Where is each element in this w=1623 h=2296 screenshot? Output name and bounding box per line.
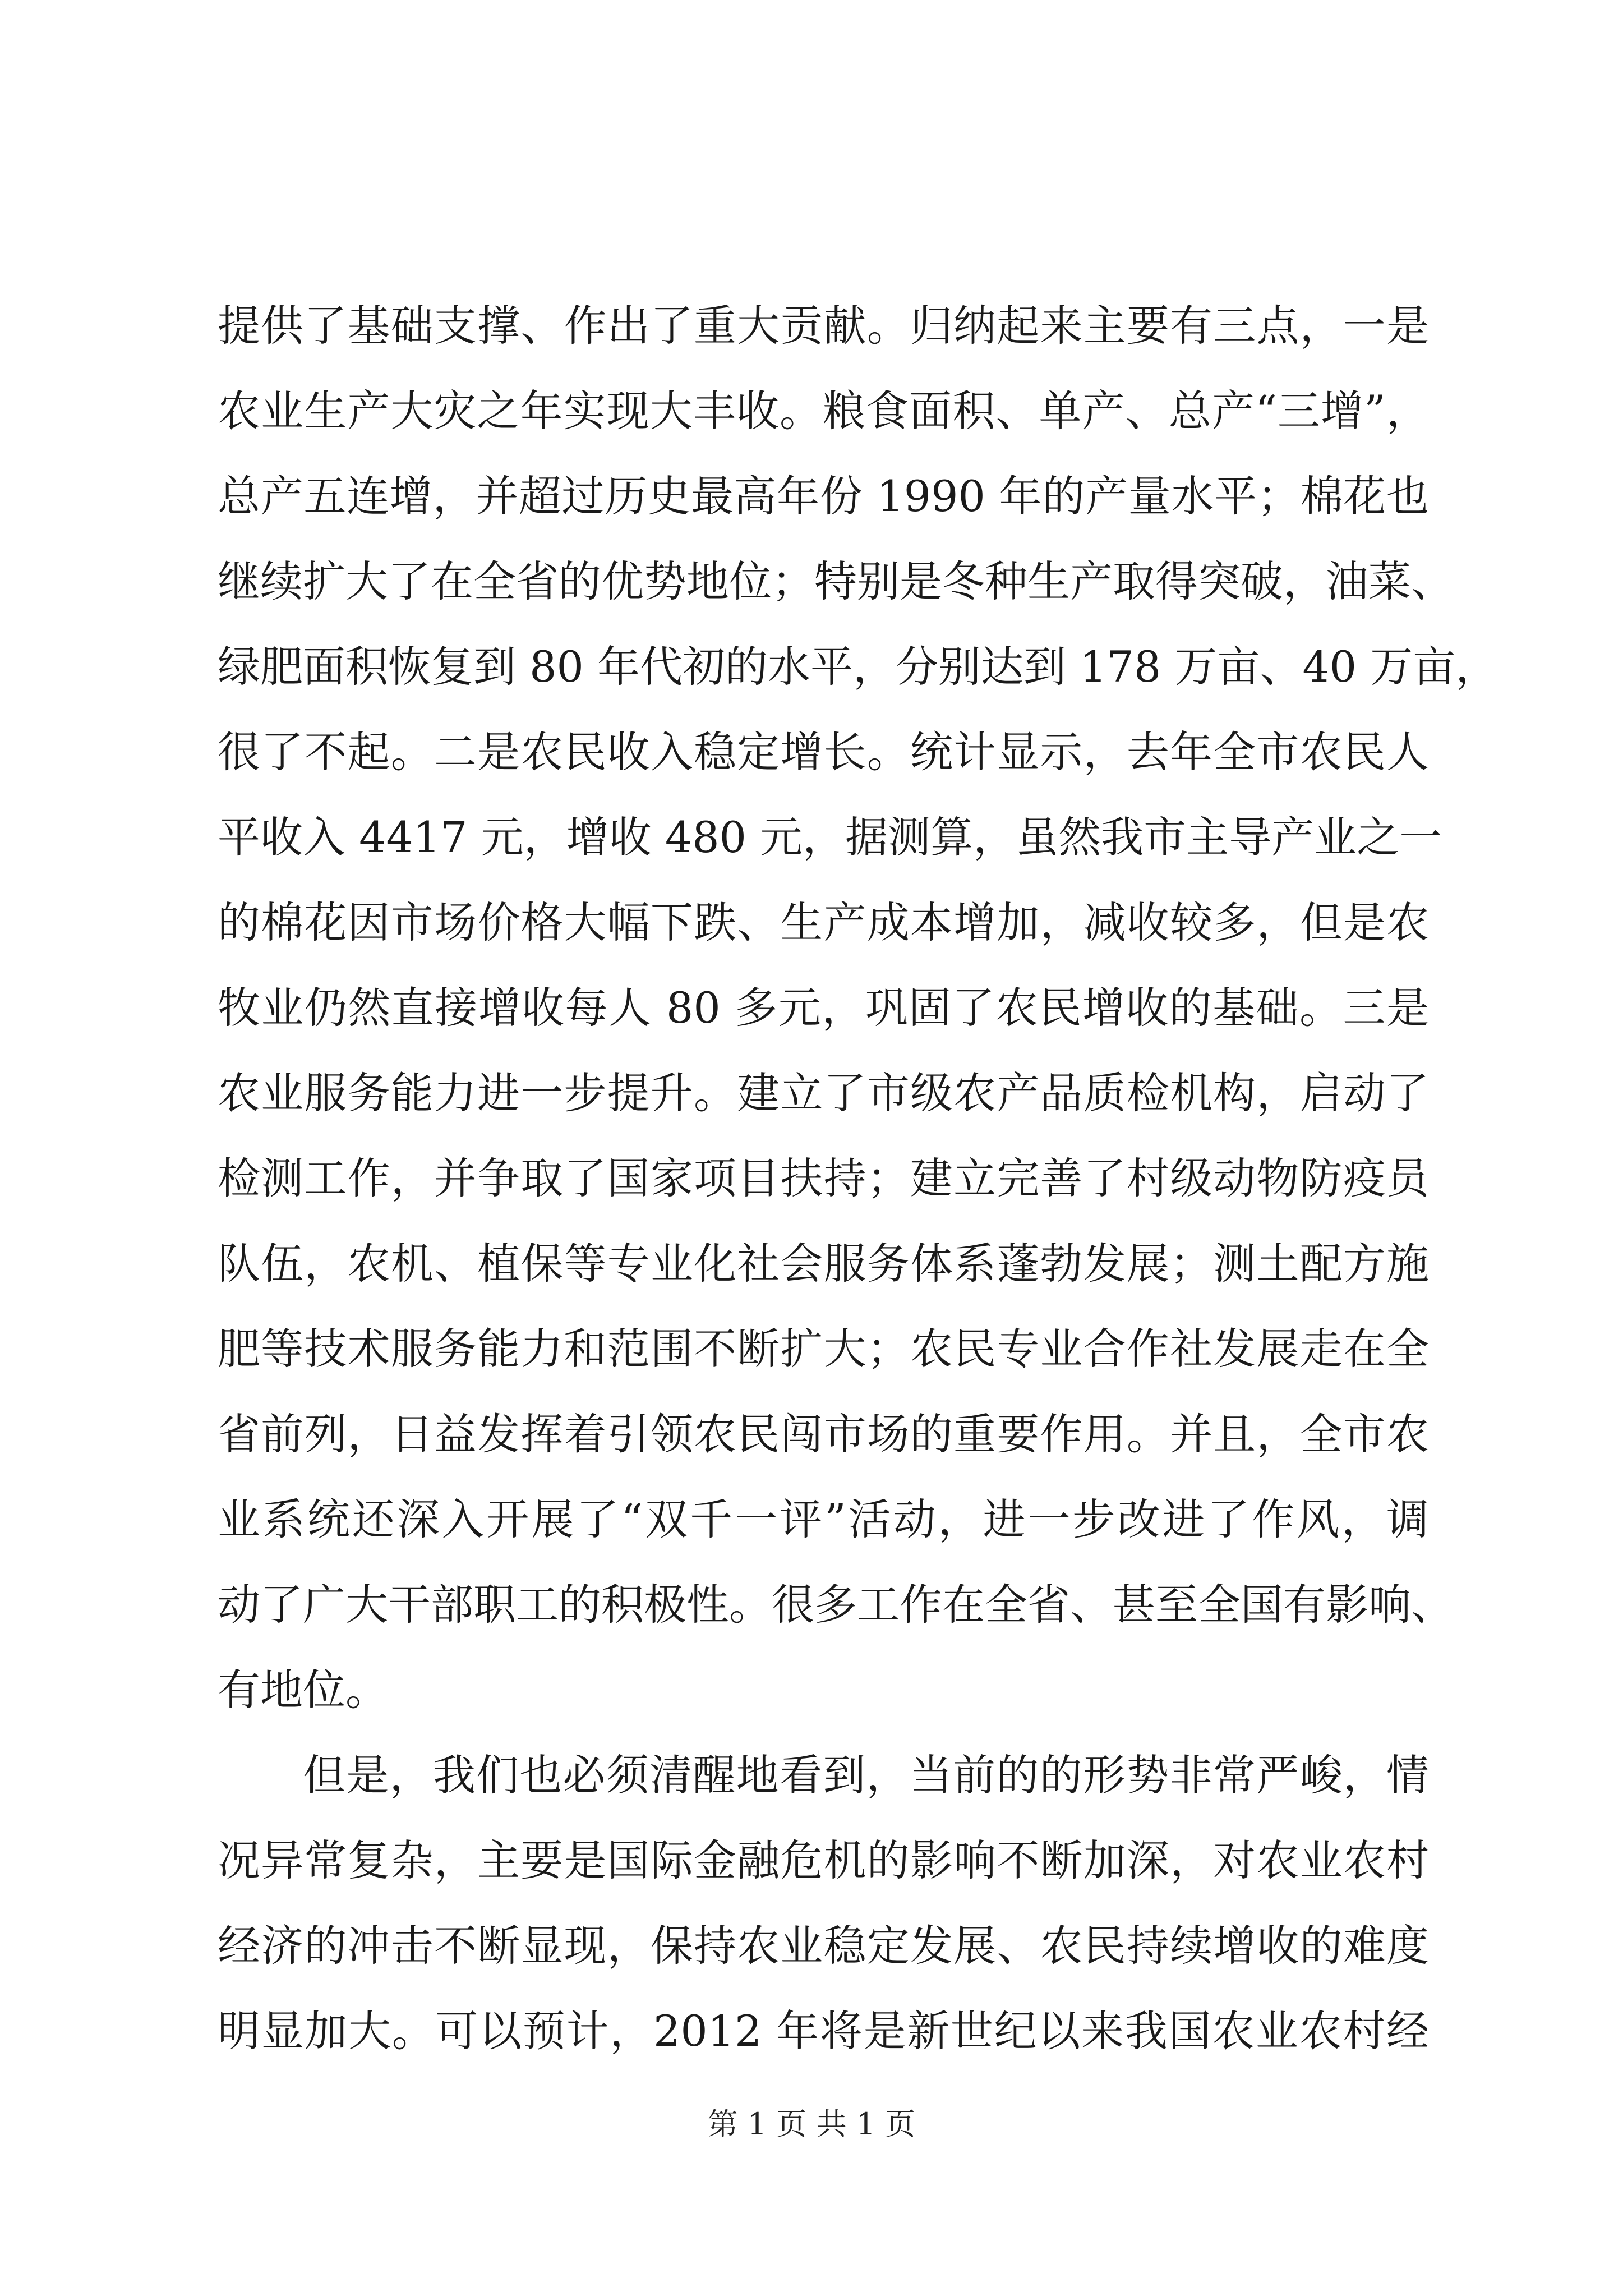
paragraph-2	[218, 1733, 1429, 2074]
text-line: 绿肥面积恢复到 80 年代初的水平，分别达到 178 万亩、40 万亩，	[218, 642, 1498, 692]
text-line: 动了广大干部职工的积极性。很多工作在全省、甚至全国有影响、	[218, 1580, 1454, 1630]
text-line: 农业服务能力进一步提升。建立了市级农产品质检机构，启动了	[218, 1068, 1429, 1118]
text-line: 检测工作，并争取了国家项目扶持；建立完善了村级动物防疫员	[218, 1153, 1429, 1203]
text-line: 的棉花因市场价格大幅下跌、生产成本增加，减收较多，但是农	[218, 898, 1429, 947]
paragraph-1	[218, 283, 1498, 1733]
page-number: 第 1 页 共 1 页	[707, 2106, 916, 2142]
text-line: 总产五连增，并超过历史最高年份 1990 年的产量水平；棉花也	[218, 471, 1429, 521]
text-line: 队伍，农机、植保等专业化社会服务体系蓬勃发展；测土配方施	[218, 1239, 1429, 1289]
text-line: 肥等技术服务能力和范围不断扩大；农民专业合作社发展走在全	[218, 1324, 1429, 1374]
text-line: 经济的冲击不断显现，保持农业稳定发展、农民持续增收的难度	[218, 1921, 1429, 1971]
document-body	[218, 283, 1498, 2074]
text-line: 继续扩大了在全省的优势地位；特别是冬种生产取得突破，油菜、	[218, 556, 1454, 606]
page-footer	[0, 2105, 1623, 2144]
text-line: 有地位。	[218, 1665, 388, 1715]
text-line: 牧业仍然直接增收每人 80 多元，巩固了农民增收的基础。三是	[218, 983, 1429, 1033]
text-line: 农业生产大灾之年实现大丰收。粮食面积、单产、总产“三增”，	[218, 386, 1429, 436]
text-line: 省前列，日益发挥着引领农民闯市场的重要作用。并且，全市农	[218, 1409, 1429, 1459]
text-line: 明显加大。可以预计，2012 年将是新世纪以来我国农业农村经	[218, 2006, 1429, 2056]
text-line: 况异常复杂，主要是国际金融危机的影响不断加深，对农业农村	[218, 1835, 1429, 1885]
text-line: 提供了基础支撑、作出了重大贡献。归纳起来主要有三点，一是	[218, 301, 1429, 351]
text-line: 业系统还深入开展了“双千一评”活动，进一步改进了作风，调	[218, 1494, 1429, 1544]
text-line: 很了不起。二是农民收入稳定增长。统计显示，去年全市农民人	[218, 727, 1429, 777]
text-line: 但是，我们也必须清醒地看到，当前的的形势非常严峻，情	[303, 1750, 1429, 1800]
text-line: 平收入 4417 元，增收 480 元，据测算，虽然我市主导产业之一	[218, 812, 1442, 862]
